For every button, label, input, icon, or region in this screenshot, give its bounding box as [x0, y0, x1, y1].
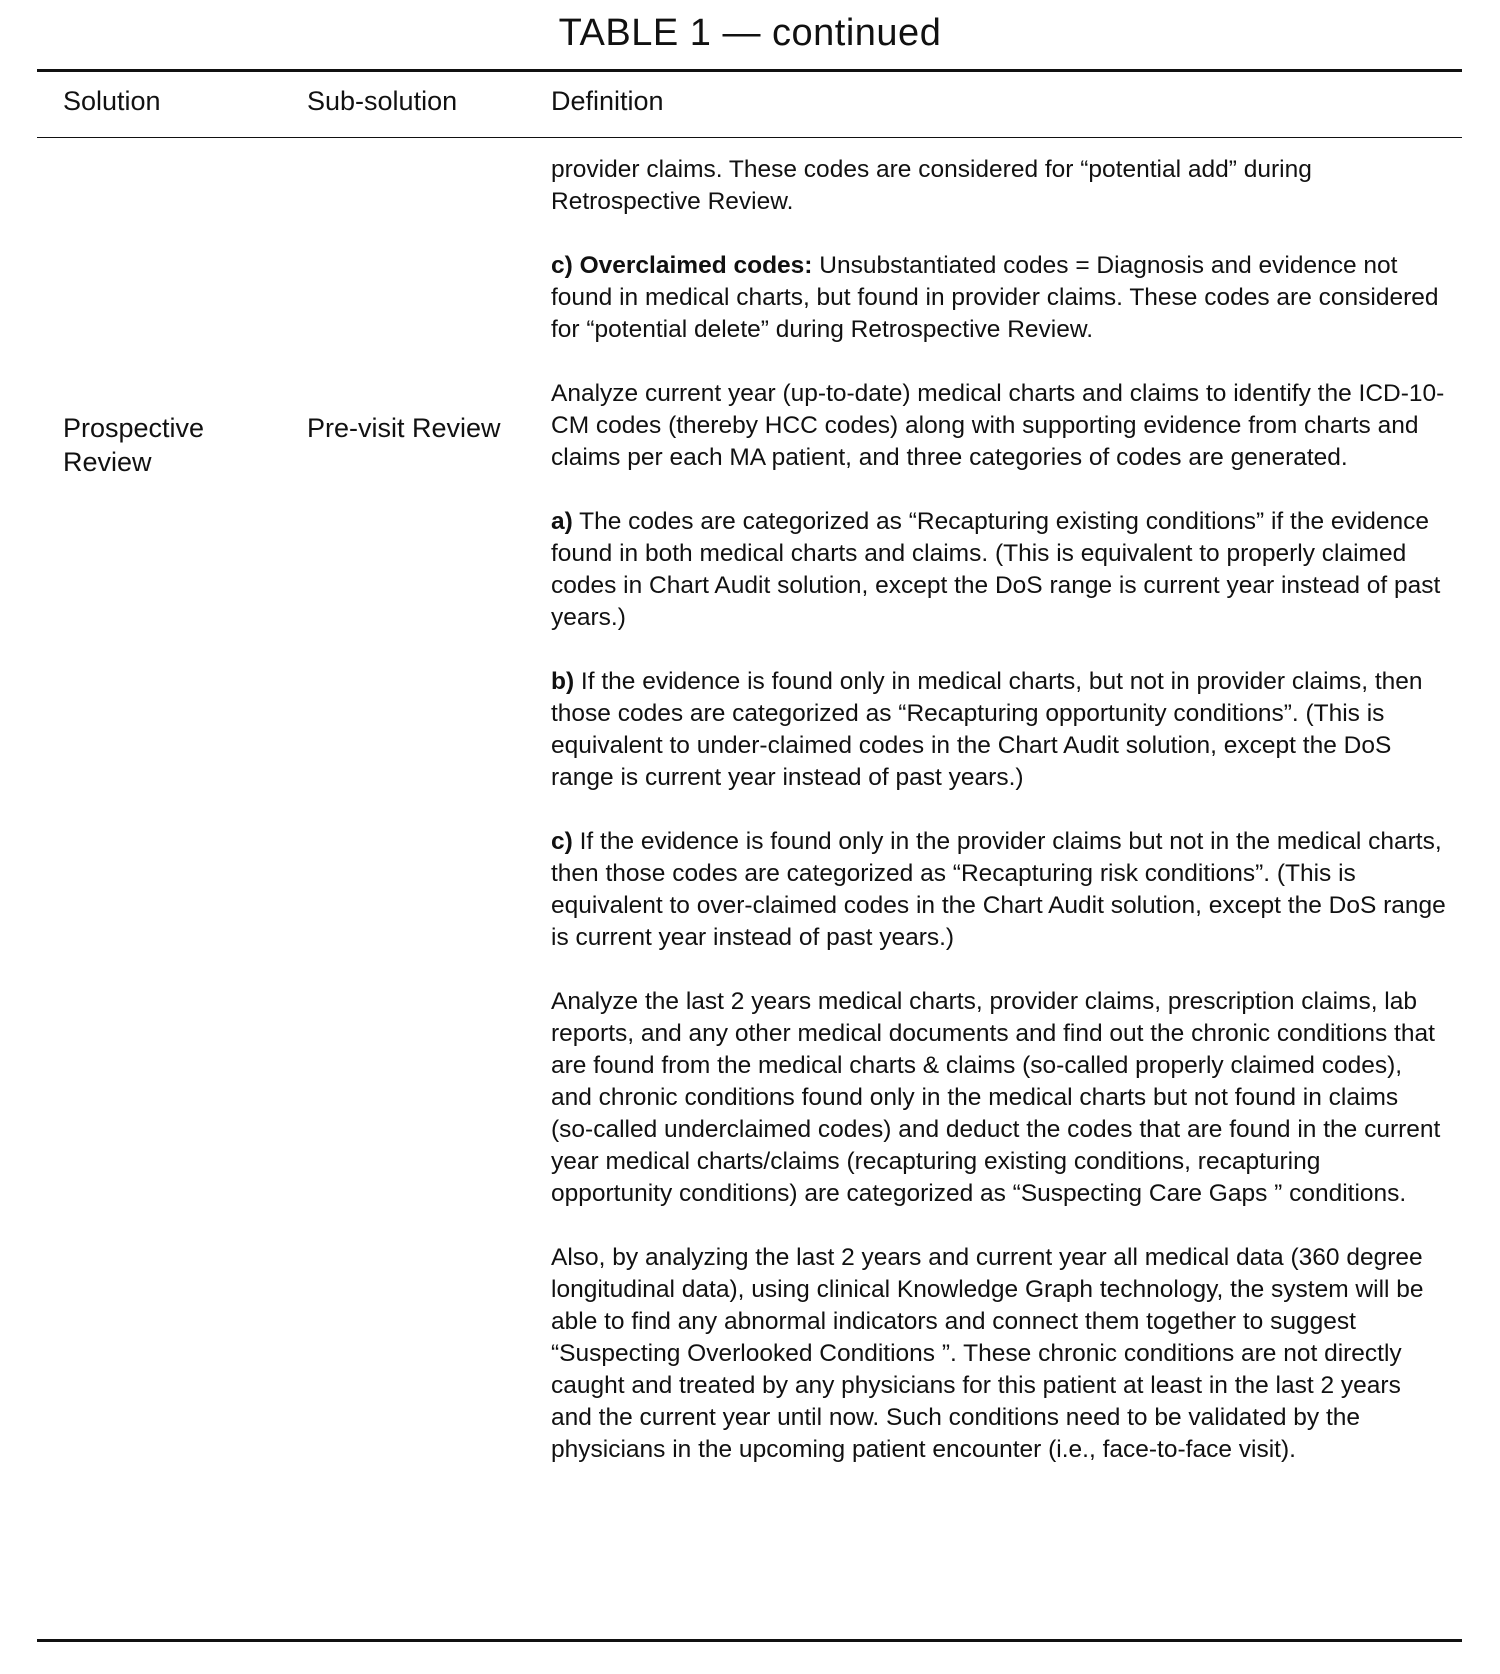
category-a-body: The codes are categorized as “Recapturing existing conditions” if the evidence found in both medical charts and claims. (This is equivalent to properly claimed codes in Chart Audit solution, except the DoS range is current year instead of past years.): [551, 508, 1441, 631]
continued-paragraph: provider claims. These codes are considered for “potential add” during Retrospective Review.: [551, 156, 1312, 215]
category-a-lead: a): [551, 508, 573, 535]
column-header-solution: Solution: [63, 86, 161, 116]
category-c-body: If the evidence is found only in the provider claims but not in the medical charts, then those codes are categorized as “Recapturing risk conditions”. (This is equivalent to over-claimed codes in the Chart Audit solution, except the DoS range is current year instead of past years.): [551, 828, 1446, 951]
overclaimed-codes-body: Unsubstantiated codes = Diagnosis and evidence not found in medical charts, but found in provider claims. These codes are considered for “potential delete” during Retrospective Review.: [551, 252, 1439, 343]
table-title: TABLE 1 — continued: [558, 12, 942, 54]
row-sub-solution-cell: Pre-visit Review: [307, 413, 501, 443]
table-bottom-rule: [37, 1639, 1462, 1642]
overlooked-conditions-paragraph: Also, by analyzing the last 2 years and current year all medical data (360 degree longitudinal data), using clinical Knowledge Graph technology, the system will be able to find any abnormal indicators and connect them together to suggest “Suspecting Overlooked Conditions ”. These chronic conditions are not directly caught and treated by any physicians for this patient at least in the last 2 years and the current year until now. Such conditions need to be validated by the physicians in the upcoming patient encounter (i.e., face-to-face visit).: [551, 1244, 1424, 1463]
definition-cell: [551, 154, 1446, 1466]
care-gaps-paragraph: Analyze the last 2 years medical charts, provider claims, prescription claims, lab reports, and any other medical documents and find out the chronic conditions that are found from the medical charts & claims (so-called properly claimed codes), and chronic conditions found only in the medical charts but not found in claims (so-called underclaimed codes) and deduct the codes that are found in the current year medical charts/claims (recapturing existing conditions, recapturing opportunity conditions) are categorized as “Suspecting Care Gaps ” conditions.: [551, 988, 1441, 1207]
row-solution-cell: Prospective Review: [63, 413, 205, 477]
category-b-paragraph: [551, 666, 1446, 794]
overclaimed-codes-lead: c) Overclaimed codes:: [551, 252, 813, 279]
column-header-definition: Definition: [551, 86, 664, 116]
category-c-paragraph: [551, 826, 1446, 954]
category-a-paragraph: [551, 506, 1446, 634]
overclaimed-codes-paragraph: [551, 250, 1446, 346]
definition-intro-paragraph: Analyze current year (up-to-date) medical charts and claims to identify the ICD-10-CM codes (thereby HCC codes) along with supporting evidence from charts and claims per each MA patient, and three categories of codes are generated.: [551, 380, 1445, 471]
table-header-rule: [37, 137, 1462, 138]
column-header-sub-solution: Sub-solution: [307, 86, 458, 116]
category-b-lead: b): [551, 668, 575, 695]
category-b-body: If the evidence is found only in medical charts, but not in provider claims, then those codes are categorized as “Recapturing opportunity conditions”. (This is equivalent to under-claimed codes in the Chart Audit solution, except the DoS range is current year instead of past years.): [551, 668, 1423, 791]
category-c-lead: c): [551, 828, 573, 855]
table-top-rule: [37, 69, 1462, 72]
